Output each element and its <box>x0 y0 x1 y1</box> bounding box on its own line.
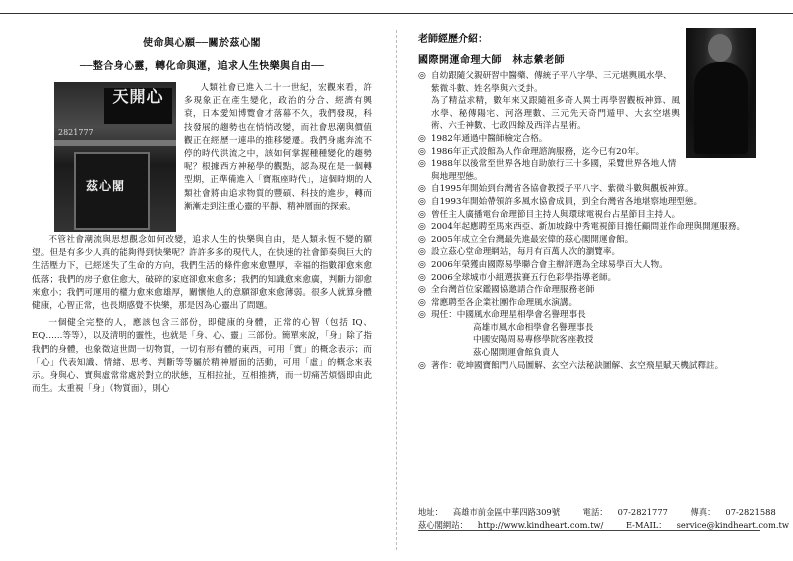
paragraph-1: 人類社會已進入二十一世紀，宏觀來看，許多現象正在產生變化，政治的分合、經濟有興衰，日本愛知博覽會才落幕不久，我們發現，科技發展的趨勢也在悄悄改變，而社會思潮與價值觀正在經歷一連串的推移變遷。我們身處奔流不停的時代洪流之中，該如何掌握種種變化的趨勢呢？根據西方神秘學的觀點，認為現在是一個轉型期，正準備進入「寶瓶座時代」，這個時期的人類社會將由追求物質的豐碩、科技的進步，轉而漸漸走到注重心靈的平靜、精神層面的探索。 <box>184 83 372 212</box>
list-item: ◎ 2006年榮獲由國際易學聯合會主辦評選為全球易學百大人物。 <box>418 259 668 270</box>
list-item: ◎ 自1995年開始到台灣省各協會教授子平八字、紫微斗數與觀板神算。 <box>418 184 694 195</box>
teacher-name: 國際開運命理大師 林志縈老師 <box>418 55 565 66</box>
credential-list <box>418 70 760 95</box>
bullet-icon: ◎ <box>418 184 426 195</box>
list-item: ◎ 自幼跟隨父親研習中醫藥、傳統子平八字學、三元堪輿風水學、紫微斗數、姓名學與六爻卦。 <box>418 71 672 94</box>
portrait-head <box>708 34 732 62</box>
top-rule <box>0 13 793 14</box>
bullet-icon: ◎ <box>418 360 426 371</box>
bullet-icon: ◎ <box>418 159 426 170</box>
page-divider <box>396 30 397 550</box>
article-body <box>32 72 372 396</box>
storefront-photo <box>54 82 176 232</box>
list-item: ◎ 1988年以後常至世界各地自助旅行三十多國，采覽世界各地人情與地理型態。 <box>418 159 677 182</box>
bullet-icon: ◎ <box>418 222 426 233</box>
current-role-2: 中國安陽周易專修學院客座教授 <box>473 335 594 346</box>
list-item: ◎ 2006全球城市小組選拔賽五行色彩學指導老師。 <box>418 272 617 283</box>
bullet-icon: ◎ <box>418 71 426 81</box>
bullet-icon: ◎ <box>418 209 426 220</box>
web-row: 茲心閣網站： http://www.kindheart.com.tw/ E-MAIL： service@kindheart.com.tw <box>418 519 789 530</box>
right-page <box>418 28 789 549</box>
address-row: 地址： 高雄市前金區中華四路309號 電話： 07-2821777 傳真： 07-2821588 <box>418 507 776 518</box>
bullet-icon: ◎ <box>418 310 426 321</box>
photo-strip <box>54 140 176 146</box>
page-title: 使命與心願──關於茲心閣 <box>142 38 262 49</box>
list-item: ◎ 1986年正式設館為人作命理諮詢服務，迄今已有20年。 <box>418 146 645 157</box>
paragraph-3: 一個健全完整的人，應該包含三部份，即健康的身體，正常的心智（包括 IQ、EQ……等等），以及清明的靈性，也就是「身、心、靈」三部份。簡單來說，「身」除了指我們的身體，也象徵這世間一切物質，一切有形有體的東西，可用「實」的概念表示；而「心」代表知識、情緒、思考、判斷等等屬於精神層面的活動，可用「虛」的概念來表示。身與心、實與虛常常處於對立的狀態，互相拉扯，互相推擠，而一切痛苦煩惱即由此而生。太重視「身」（物質面），則心 <box>32 318 372 395</box>
bullet-icon: ◎ <box>418 146 426 157</box>
page-subtitle: ──整合身心靈，轉化命與運，追求人生快樂與自由── <box>79 61 325 72</box>
list-item: ◎ 設立茲心堂命理網站，每月有百萬人次的瀏覽率。 <box>418 247 621 258</box>
list-item: ◎ 2005年成立全台灣最先進最宏偉的茲心閣開運會館。 <box>418 234 634 245</box>
bullet-icon: ◎ <box>418 259 426 270</box>
paragraph-2: 不管社會潮流與思想觀念如何改變，追求人生的快樂與自由，是人類永恆不變的願望。但是有多少人真的能夠得到快樂呢？許許多多的現代人，在快速的社會節奏與巨大的生活壓力下，已經迷失了生命的方向，我們生活的條件愈來愈豐厚，幸福的指數卻愈來愈低落；我們的房子愈住愈大，破碎的家庭卻愈來愈多；我們的知識愈來愈廣，判斷力卻愈來愈小；我們可運用的權力愈來愈雄厚，關懷他人的意願卻愈來愈薄弱。很多人就算身體健康，心智正常，也長期感覺不快樂，那是因為心靈出了問題。 <box>32 235 372 312</box>
left-page <box>32 28 372 549</box>
contact-footer <box>418 506 789 531</box>
current-role-1: 高雄市風水命相學會名譽理事長 <box>473 322 594 333</box>
photo-sign-door: 茲心閣 <box>86 179 126 193</box>
bullet-icon: ◎ <box>418 133 426 144</box>
list-item: ◎ 1982年通過中醫師檢定合格。 <box>418 133 548 144</box>
footer-rule <box>418 530 760 531</box>
list-item: ◎ 著作：乾坤國寶館門八局圖解、玄空六法秘訣圖解、玄空飛星賦天機試釋註。 <box>418 360 724 371</box>
photo-sign-top: 天開心 <box>104 88 172 124</box>
address: 高雄市前金區中華四路309號 <box>452 507 561 518</box>
photo-sign-number: 2821777 <box>58 128 94 137</box>
bullet-icon: ◎ <box>418 196 426 207</box>
bullet-icon: ◎ <box>418 285 426 296</box>
bullet-icon: ◎ <box>418 272 426 283</box>
bullet-icon: ◎ <box>418 297 426 308</box>
bullet-icon: ◎ <box>418 234 426 245</box>
credential-subtext: 為了精益求精，數年來又跟隨祖多奇人異士再學習觀板神算、風水學、秘傳陽宅、河洛理數、三元先天奇門遁甲、大玄空堪輿術、六壬神數、七政四餘及西洋占星術。 <box>431 96 680 132</box>
email-link[interactable]: service@kindheart.com.tw <box>676 519 789 530</box>
list-item: ◎ 曾任主人廣播電台命理節目主持人與環球電視台占星節目主持人。 <box>418 209 681 220</box>
list-item: ◎ 常應聘至各企業社團作命理風水演講。 <box>418 297 578 308</box>
list-item: ◎ 2004年起應聘至馬來西亞、新加坡錄中秀電視節目擔任顧問並作命理與開運服務。 <box>418 222 746 233</box>
website-link[interactable]: http://www.kindheart.com.tw/ <box>477 519 604 530</box>
list-item: ◎ 全台灣首位家鑑國協邀請合作命理服務老師 <box>418 285 595 296</box>
credential-list-2 <box>418 133 760 322</box>
intro-title: 老師經歷介紹： <box>418 34 488 45</box>
list-item: ◎ 現任：中國風水命理星相學會名譽理事長 <box>418 310 586 321</box>
bullet-icon: ◎ <box>418 247 426 258</box>
phone: 07-2821777 <box>617 507 668 518</box>
current-role-3: 茲心閣開運會館負責人 <box>473 348 559 359</box>
list-item: ◎ 自1993年開始帶領許多風水協會成員，到全台灣省各地堪察地理型態。 <box>418 196 703 207</box>
credential-list-3 <box>418 360 760 373</box>
fax: 07-2821588 <box>725 507 776 518</box>
